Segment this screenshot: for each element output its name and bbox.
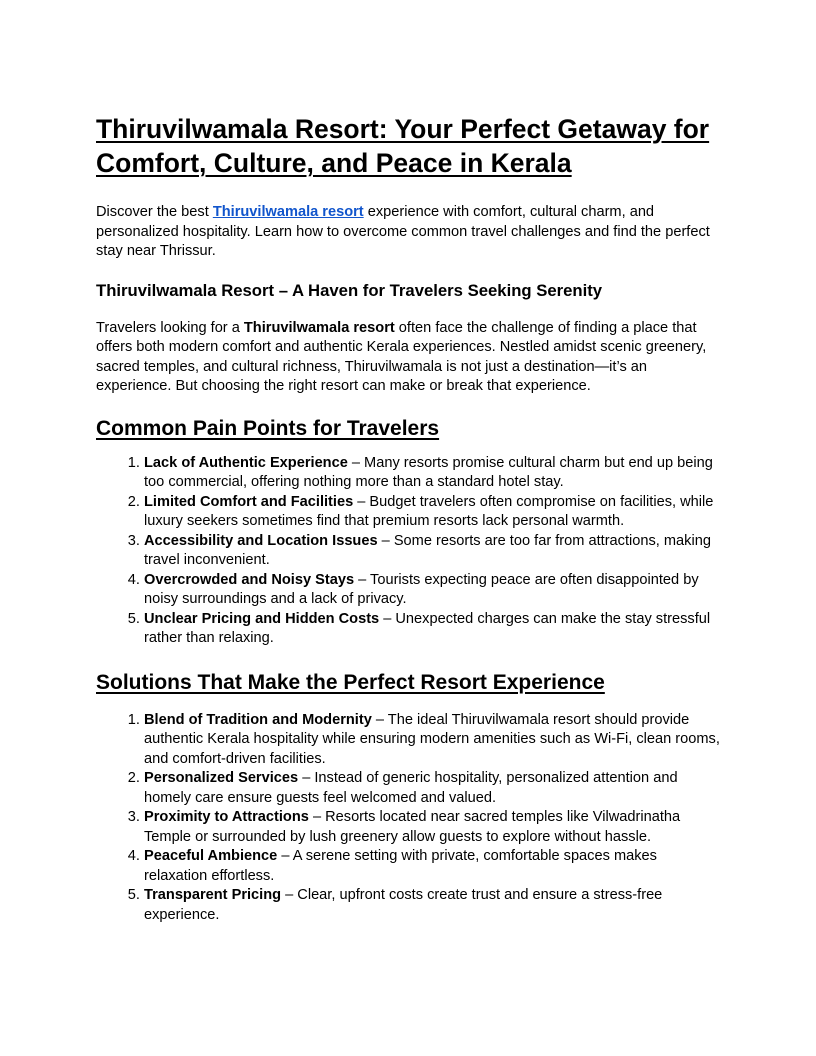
list-item xyxy=(144,532,720,571)
list-item-title: Overcrowded and Noisy Stays xyxy=(144,571,355,588)
page-title: Thiruvilwamala Resort: Your Perfect Getaway for Comfort, Culture, and Peace in Kerala xyxy=(96,114,710,178)
list-item-title: Transparent Pricing xyxy=(144,887,282,903)
document-page xyxy=(96,112,720,925)
pain-points-heading: Common Pain Points for Travelers xyxy=(96,416,440,440)
list-item xyxy=(144,711,720,770)
list-item-text: – Budget travelers often compromise on facilities, while luxury seekers sometimes find that premium resorts lack personal warmth. xyxy=(144,493,714,529)
list-item-title: Lack of Authentic Experience xyxy=(144,454,348,471)
list-item xyxy=(144,886,720,925)
list-item xyxy=(144,571,720,610)
list-item-text: – Resorts located near sacred temples like Vilwadrinatha Temple or surrounded by lush greenery allow guests to explore without hassle. xyxy=(144,809,681,845)
intro-text-after: experience with comfort, cultural charm, and personalized hospitality. Learn how to overcome common travel challenges and find the perfect stay near Thrissur. xyxy=(96,204,710,259)
list-item xyxy=(144,493,720,532)
list-item xyxy=(144,847,720,886)
list-item-text: – Many resorts promise cultural charm but end up being too commercial, offering nothing more than a standard hotel stay. xyxy=(144,454,713,490)
list-item-text: – Clear, upfront costs create trust and ensure a stress-free experience. xyxy=(144,887,663,923)
list-item xyxy=(144,808,720,847)
list-item-text: – The ideal Thiruvilwamala resort should provide authentic Kerala hospitality while ensuring modern amenities such as Wi-Fi, clean rooms, and comfort-driven facilities. xyxy=(144,711,720,767)
list-item-title: Limited Comfort and Facilities xyxy=(144,493,354,510)
list-item-title: Blend of Tradition and Modernity xyxy=(144,711,372,728)
solutions-list xyxy=(96,711,720,926)
haven-heading: Thiruvilwamala Resort – A Haven for Travelers Seeking Serenity xyxy=(96,280,603,300)
list-item-text: – Tourists expecting peace are often disappointed by noisy surroundings and a lack of privacy. xyxy=(144,571,699,607)
haven-text-after: often face the challenge of finding a place that offers both modern comfort and authentic Kerala experiences. Nestled amidst scenic greenery, sacred temples, and cultural richness, Thiruvilwamala is not just a destination—it’s an experience. But choosing the right resort can make or break that experience. xyxy=(96,319,707,394)
list-item-title: Unclear Pricing and Hidden Costs xyxy=(144,610,380,627)
intro-text-before: Discover the best xyxy=(96,204,213,220)
list-item-title: Peaceful Ambience xyxy=(144,848,278,864)
list-item-text: – A serene setting with private, comfortable spaces makes relaxation effortless. xyxy=(144,848,657,884)
list-item xyxy=(144,454,720,493)
intro-paragraph xyxy=(96,203,720,262)
list-item-text: – Instead of generic hospitality, personalized attention and homely care ensure guests feel welcomed and valued. xyxy=(144,770,678,806)
list-item-text: – Some resorts are too far from attractions, making travel inconvenient. xyxy=(144,532,711,568)
solutions-heading: Solutions That Make the Perfect Resort Experience xyxy=(96,670,605,694)
list-item-title: Proximity to Attractions xyxy=(144,809,309,825)
list-item xyxy=(144,769,720,808)
haven-bold-term: Thiruvilwamala resort xyxy=(243,319,395,336)
haven-paragraph xyxy=(96,319,720,397)
list-item-text: – Unexpected charges can make the stay stressful rather than relaxing. xyxy=(144,610,711,646)
pain-points-list xyxy=(96,454,720,649)
list-item-title: Personalized Services xyxy=(144,770,299,786)
list-item-title: Accessibility and Location Issues xyxy=(144,532,378,549)
resort-link[interactable]: Thiruvilwamala resort xyxy=(212,204,364,220)
haven-text-before: Travelers looking for a xyxy=(96,319,244,336)
list-item xyxy=(144,610,720,649)
